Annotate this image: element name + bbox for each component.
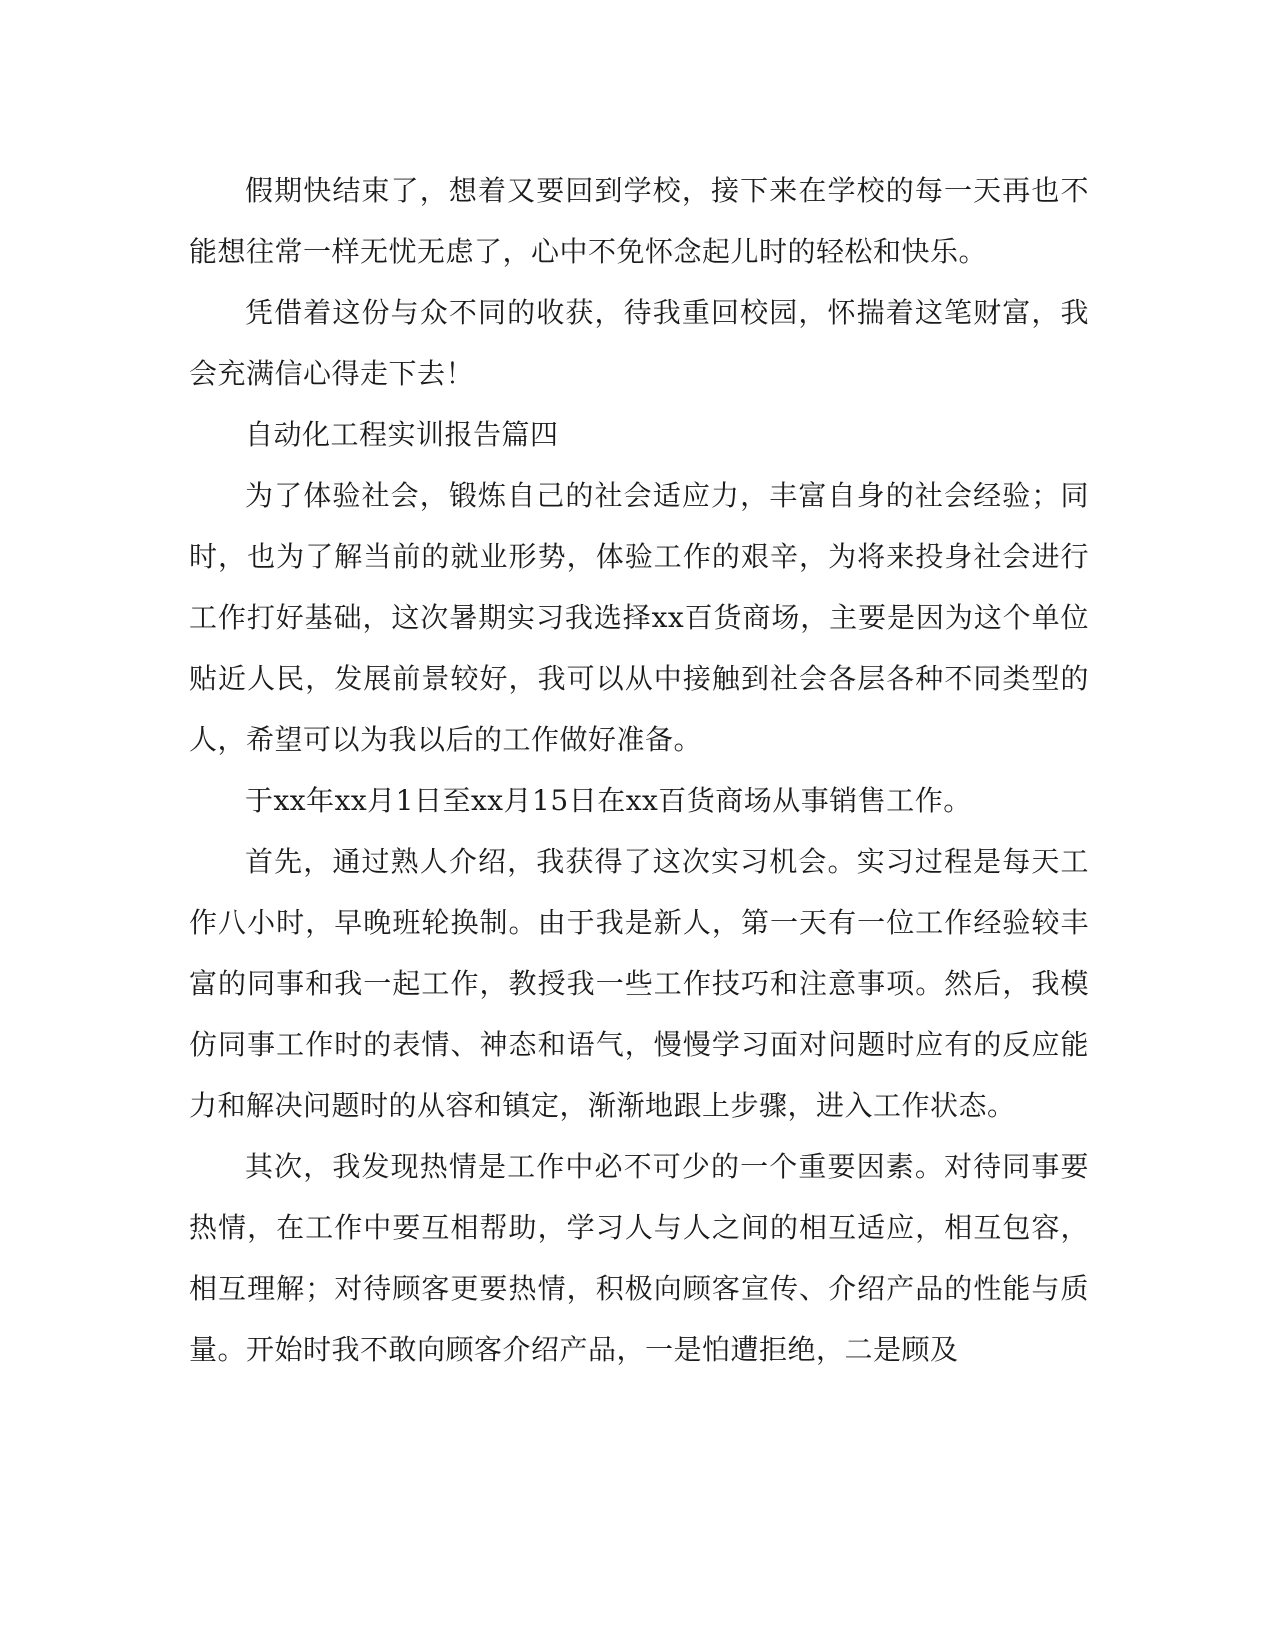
document-body bbox=[189, 160, 1089, 1380]
paragraph-purpose: 为了体验社会，锻炼自己的社会适应力，丰富自身的社会经验；同时，也为了解当前的就业形势，体验工作的艰辛，为将来投身社会进行工作打好基础，这次暑期实习我选择xx百货商场，主要是因为这个单位贴近人民，发展前景较好，我可以从中接触到社会各层各种不同类型的人，希望可以为我以后的工作做好准备。 bbox=[189, 479, 1089, 756]
paragraph-return-to-school: 凭借着这份与众不同的收获，待我重回校园，怀揣着这笔财富，我会充满信心得走下去！ bbox=[189, 296, 1089, 390]
paragraph-first: 首先，通过熟人介绍，我获得了这次实习机会。实习过程是每天工作八小时，早晚班轮换制。由于我是新人，第一天有一位工作经验较丰富的同事和我一起工作，教授我一些工作技巧和注意事项。然后，我模仿同事工作时的表情、神态和语气，慢慢学习面对问题时应有的反应能力和解决问题时的从容和镇定，渐渐地跟上步骤，进入工作状态。 bbox=[189, 845, 1089, 1122]
paragraph-second: 其次，我发现热情是工作中必不可少的一个重要因素。对待同事要热情，在工作中要互相帮助，学习人与人之间的相互适应，相互包容，相互理解；对待顾客更要热情，积极向顾客宣传、介绍产品的性能与质量。开始时我不敢向顾客介绍产品，一是怕遭拒绝，二是顾及 bbox=[189, 1150, 1089, 1366]
paragraph-holiday-ending: 假期快结束了，想着又要回到学校，接下来在学校的每一天再也不能想往常一样无忧无虑了，心中不免怀念起儿时的轻松和快乐。 bbox=[189, 174, 1089, 268]
paragraph-dates: 于xx年xx月1日至xx月15日在xx百货商场从事销售工作。 bbox=[245, 784, 972, 817]
section-heading: 自动化工程实训报告篇四 bbox=[245, 418, 559, 451]
